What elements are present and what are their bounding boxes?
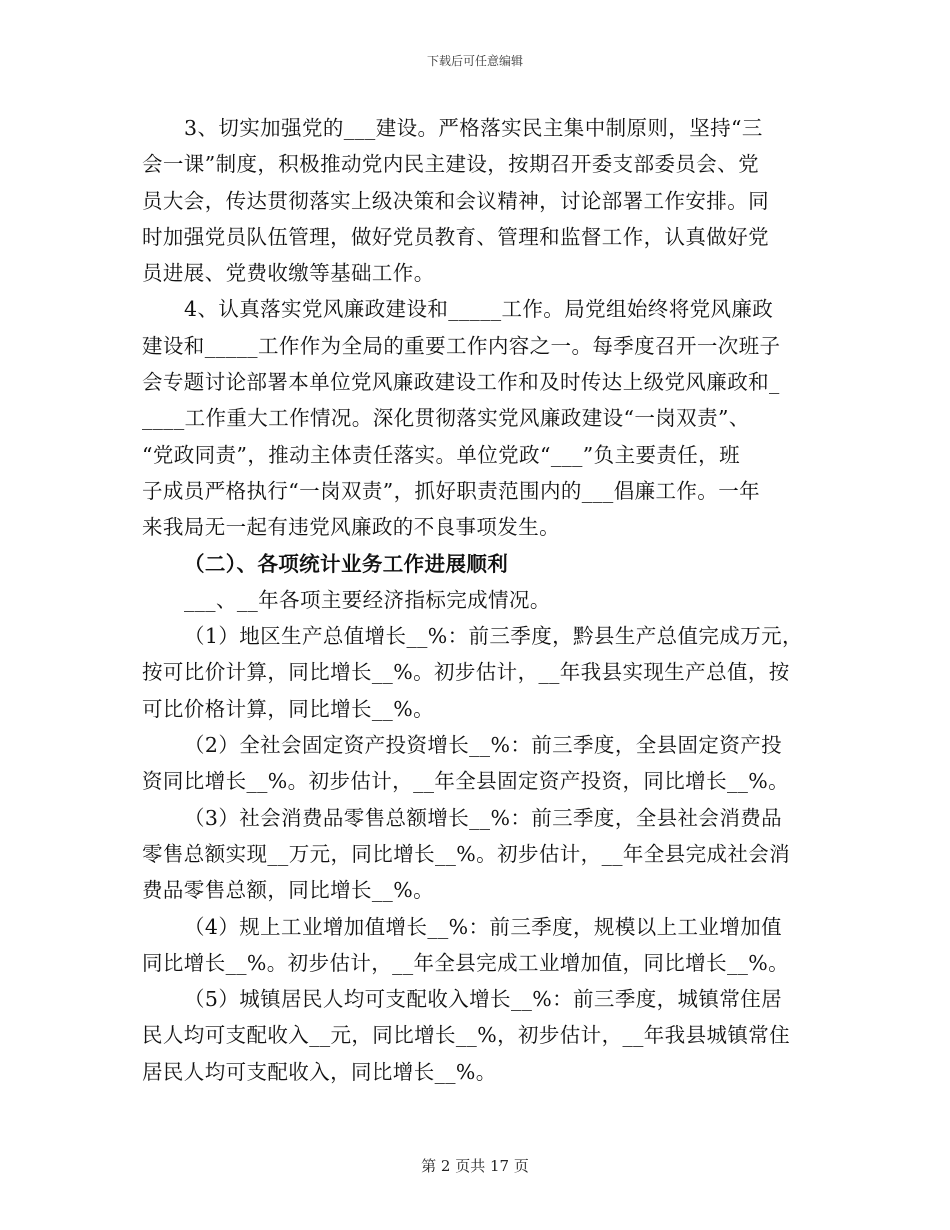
section-heading: （二）、各项统计业务工作进展顺利 bbox=[184, 551, 509, 576]
page-footer: 第 2 页共 17 页 bbox=[421, 1157, 529, 1175]
text-line: 子成员严格执行“一岗双责”，抓好职责范围内的___倡廉工作。一年 bbox=[142, 478, 761, 503]
text-line: （2）全社会固定资产投资增长__%：前三季度，全县固定资产投 bbox=[184, 733, 783, 758]
text-line: “党政同责”，推动主体责任落实。单位党政“___”负主要责任，班 bbox=[142, 442, 740, 467]
text-line: 员进展、党费收缴等基础工作。 bbox=[142, 261, 435, 286]
text-line: （3）社会消费品零售总额增长__%：前三季度，全县社会消费品 bbox=[184, 805, 783, 830]
text-line: 费品零售总额，同比增长__%。 bbox=[142, 878, 434, 903]
document-body bbox=[142, 110, 810, 1090]
text-line: （5）城镇居民人均可支配收入增长__%：前三季度，城镇常住居 bbox=[184, 987, 783, 1012]
text-line: 居民人均可支配收入，同比增长__%。 bbox=[142, 1059, 497, 1084]
text-line: 民人均可支配收入__元，同比增长__%，初步估计，__年我县城镇常住 bbox=[142, 1023, 791, 1048]
text-line: 来我局无一起有违党风廉政的不良事项发生。 bbox=[142, 515, 560, 540]
text-line: 建设和_____工作作为全局的重要工作内容之一。每季度召开一次班子 bbox=[142, 333, 781, 358]
text-line: 资同比增长__%。初步估计，__年全县固定资产投资，同比增长__%。 bbox=[142, 769, 790, 794]
text-line: 会一课”制度，积极推动党内民主建设，按期召开委支部委员会、党 bbox=[142, 152, 759, 177]
text-line: ____工作重大工作情况。深化贯彻落实党风廉政建设“一岗双责”、 bbox=[142, 406, 750, 431]
text-line: （1）地区生产总值增长__%：前三季度，黔县生产总值完成万元， bbox=[184, 624, 803, 649]
text-line: 4、认真落实党风廉政建设和_____工作。局党组始终将党风廉政 bbox=[184, 297, 774, 322]
text-line: 可比价格计算，同比增长__%。 bbox=[142, 696, 434, 721]
text-line: 时加强党员队伍管理，做好党员教育、管理和监督工作，认真做好党 bbox=[142, 224, 769, 249]
text-line: 零售总额实现__万元，同比增长__%。初步估计，__年全县完成社会消 bbox=[142, 841, 791, 866]
text-line: 按可比价计算，同比增长__%。初步估计，__年我县实现生产总值，按 bbox=[142, 660, 790, 685]
text-line: （4）规上工业增加值增长__%：前三季度，规模以上工业增加值 bbox=[184, 914, 783, 939]
text-line: 会专题讨论部署本单位党风廉政建设工作和及时传达上级党风廉政和_ bbox=[142, 370, 780, 395]
text-line: ___、__年各项主要经济指标完成情况。 bbox=[184, 587, 551, 612]
page-header: 下载后可任意编辑 bbox=[426, 54, 523, 68]
text-line: 员大会，传达贯彻落实上级决策和会议精神，讨论部署工作安排。同 bbox=[142, 188, 769, 213]
text-line: 同比增长__%。初步估计，__年全县完成工业增加值，同比增长__%。 bbox=[142, 950, 790, 975]
text-line: 3、切实加强党的___建设。严格落实民主集中制原则，坚持“三 bbox=[184, 116, 763, 140]
